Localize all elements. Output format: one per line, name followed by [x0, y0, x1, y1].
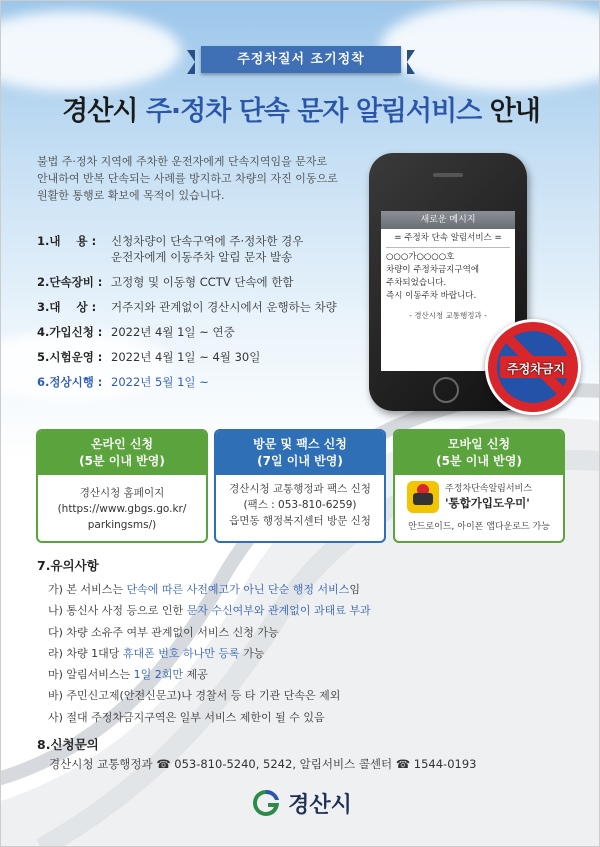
application-methods: [36, 429, 566, 543]
notes-heading: 7.유의사항: [37, 558, 99, 573]
homepage-link[interactable]: (https://www.gbgs.go.kr/: [57, 503, 187, 515]
card-body: 경산시청 홈페이지 (https://www.gbgs.go.kr/ parkingsms/): [38, 475, 206, 533]
phone-speaker: [433, 173, 463, 177]
info-key: 3.대 상 :: [37, 300, 97, 314]
app-info: 주정차단속알림서비스 '통합가입도우미': [395, 475, 563, 513]
message-line: ○○○가○○○○호: [386, 252, 455, 262]
info-key: 2.단속장비 :: [37, 275, 103, 289]
info-value: 고정형 및 이동형 CCTV 단속에 한함: [111, 275, 294, 289]
card-header: 온라인 신청 (5분 이내 반영): [38, 431, 206, 475]
info-row-trial: [37, 349, 377, 365]
app-download-note: 안드로이드, 아이폰 앱다운로드 가능: [408, 522, 550, 532]
info-value: 신청차량이 단속구역에 주·정차한 경우 운전자에게 이동주차 알림 문자 발송: [111, 234, 304, 264]
info-value: 2022년 5월 1일 ~: [111, 375, 209, 389]
mobile-application-card: [393, 429, 565, 543]
info-list: [37, 233, 377, 399]
city-logo: [1, 787, 600, 819]
top-banner: 주정차질서 조기정착: [201, 46, 401, 73]
message-subject: = 주정차 단속 알림서비스 =: [386, 232, 510, 248]
message-footer: - 경산시청 교통행정과 -: [409, 311, 487, 320]
notes-list: [48, 579, 371, 728]
message-body: [381, 229, 515, 325]
no-parking-sign-icon: [485, 319, 581, 415]
title-prefix: 경산시: [62, 96, 146, 127]
info-key: 1.내 용 :: [37, 234, 97, 248]
card-header: 방문 및 팩스 신청 (7일 이내 반영): [216, 431, 384, 475]
note-item: 바) 주민신고제(안전신문고)나 경찰서 등 타 기관 단속은 제외: [48, 689, 341, 703]
title-highlight: 주·정차 단속 문자 알림서비스: [145, 96, 482, 127]
sign-label: 주정차금지: [507, 362, 565, 376]
note-item: 사) 절대 주정차금지구역은 일부 서비스 제한이 될 수 있음: [48, 710, 325, 724]
note-item: 가) 본 서비스는 단속에 따른 사전예고가 아닌 단순 행정 서비스임: [48, 583, 361, 596]
info-value: 2022년 4월 1일 ~ 연중: [111, 325, 235, 339]
intro-line: 불법 주·정차 지역에 주차한 운전자에게 단속지역임을 문자로: [37, 155, 328, 168]
visit-fax-application-card: [214, 429, 386, 543]
info-row-signup: [37, 324, 377, 340]
info-key: 6.정상시행 :: [37, 375, 103, 389]
city-name: 경산시: [288, 792, 352, 818]
info-value: 2022년 4월 1일 ~ 4월 30일: [111, 350, 261, 364]
intro-line: 원활한 통행로 확보에 목적이 있습니다.: [37, 189, 225, 202]
info-value: 거주지와 관계없이 경산시에서 운행하는 차량: [111, 300, 337, 314]
info-key: 4.가입신청 :: [37, 325, 103, 339]
info-row-target: [37, 299, 377, 315]
city-emblem-icon: [250, 787, 282, 819]
app-name: '통합가입도우미': [445, 496, 530, 510]
message-header: 새로운 메시지: [381, 211, 515, 229]
message-line: 즉시 이동주차 바랍니다.: [386, 291, 477, 301]
contact-info: 경산시청 교통행정과 ☎ 053-810-5240, 5242, 알림서비스 콜센터 ☎ 1544-0193: [49, 757, 477, 771]
card-body: 경산시청 교통행정과 팩스 신청 (팩스 : 053-810-6259) 읍면동 행정복지센터 방문 신청: [229, 483, 371, 527]
info-key: 5.시험운영 :: [37, 350, 103, 364]
title-suffix: 안내: [481, 96, 540, 127]
note-item: 마) 알림서비스는 1일 2회만 제공: [48, 668, 208, 682]
app-icon[interactable]: [407, 481, 439, 513]
card-header: 모바일 신청 (5분 이내 반영): [395, 431, 563, 475]
online-application-card: [36, 429, 208, 543]
contact-heading: 8.신청문의: [37, 737, 99, 752]
page-title: [1, 89, 600, 128]
message-line: 차량이 주정차금지구역에: [386, 265, 480, 275]
message-line: 주차되었습니다.: [386, 278, 447, 288]
info-row-content: [37, 233, 377, 265]
info-row-launch: [37, 374, 377, 390]
intro-text: [37, 153, 367, 204]
note-item: 다) 차량 소유주 여부 관계없이 서비스 신청 가능: [48, 625, 279, 639]
home-button-icon: [433, 377, 459, 403]
info-row-equipment: [37, 274, 377, 290]
note-item: 라) 차량 1대당 휴대폰 번호 하나만 등록 가능: [48, 646, 265, 660]
note-item: 나) 통신사 사정 등으로 인한 문자 수신여부와 관계없이 과태료 부과: [48, 604, 371, 618]
intro-line: 안내하여 반복 단속되는 사례를 방지하고 차량의 자진 이동으로: [37, 172, 338, 185]
